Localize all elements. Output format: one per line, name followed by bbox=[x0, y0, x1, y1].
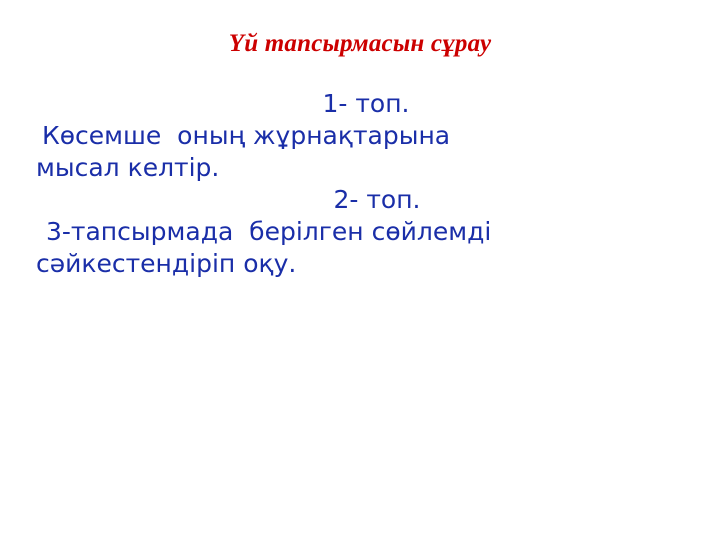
page-title: Үй тапсырмасын сұрау bbox=[228, 30, 492, 57]
slide-body bbox=[36, 88, 696, 280]
task-text-1: Көсемше оның жұрнақтарына bbox=[42, 121, 451, 150]
task-text-2-continuation: сәйкестендіріп оқу. bbox=[36, 249, 297, 278]
task-text-1-continuation: мысал келтір. bbox=[36, 153, 220, 182]
group-heading-1: 1- топ. bbox=[322, 89, 410, 118]
group-heading-2: 2- топ. bbox=[333, 185, 421, 214]
task-text-2: 3-тапсырмада берілген сөйлемді bbox=[46, 217, 492, 246]
